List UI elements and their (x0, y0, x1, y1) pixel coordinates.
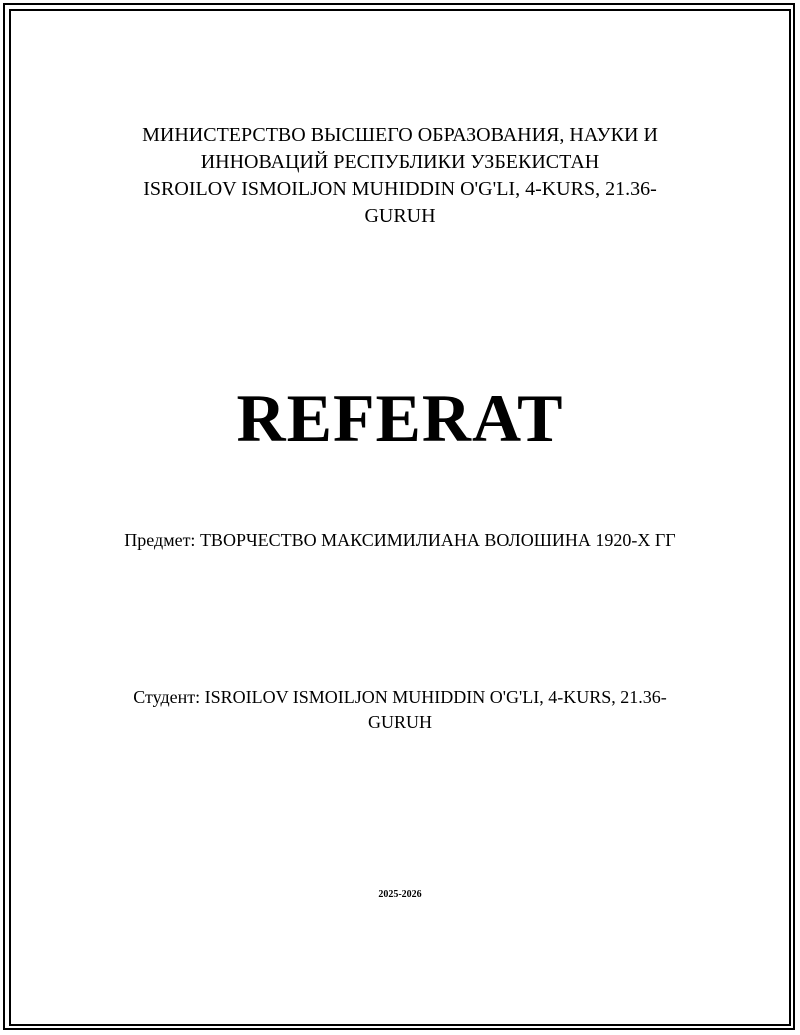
ministry-line-2: ИННОВАЦИЙ РЕСПУБЛИКИ УЗБЕКИСТАН (200, 151, 600, 173)
author-line-2: GURUH (364, 205, 436, 227)
document-title: REFERAT (236, 380, 564, 456)
student-line-1: Студент: ISROILOV ISMOILJON MUHIDDIN O'G'LI, 4-KURS, 21.36- (133, 687, 667, 707)
academic-year: 2025-2026 (378, 889, 422, 900)
ministry-line-1: МИНИСТЕРСТВО ВЫСШЕГО ОБРАЗОВАНИЯ, НАУКИ И (142, 124, 658, 146)
student-line-2: GURUH (367, 712, 432, 732)
subject-line: Предмет: ТВОРЧЕСТВО МАКСИМИЛИАНА ВОЛОШИНА 1920-Х ГГ (124, 530, 676, 550)
student-info (0, 685, 800, 735)
ministry-header (0, 122, 800, 230)
author-line-1: ISROILOV ISMOILJON MUHIDDIN O'G'LI, 4-KURS, 21.36- (143, 178, 657, 200)
